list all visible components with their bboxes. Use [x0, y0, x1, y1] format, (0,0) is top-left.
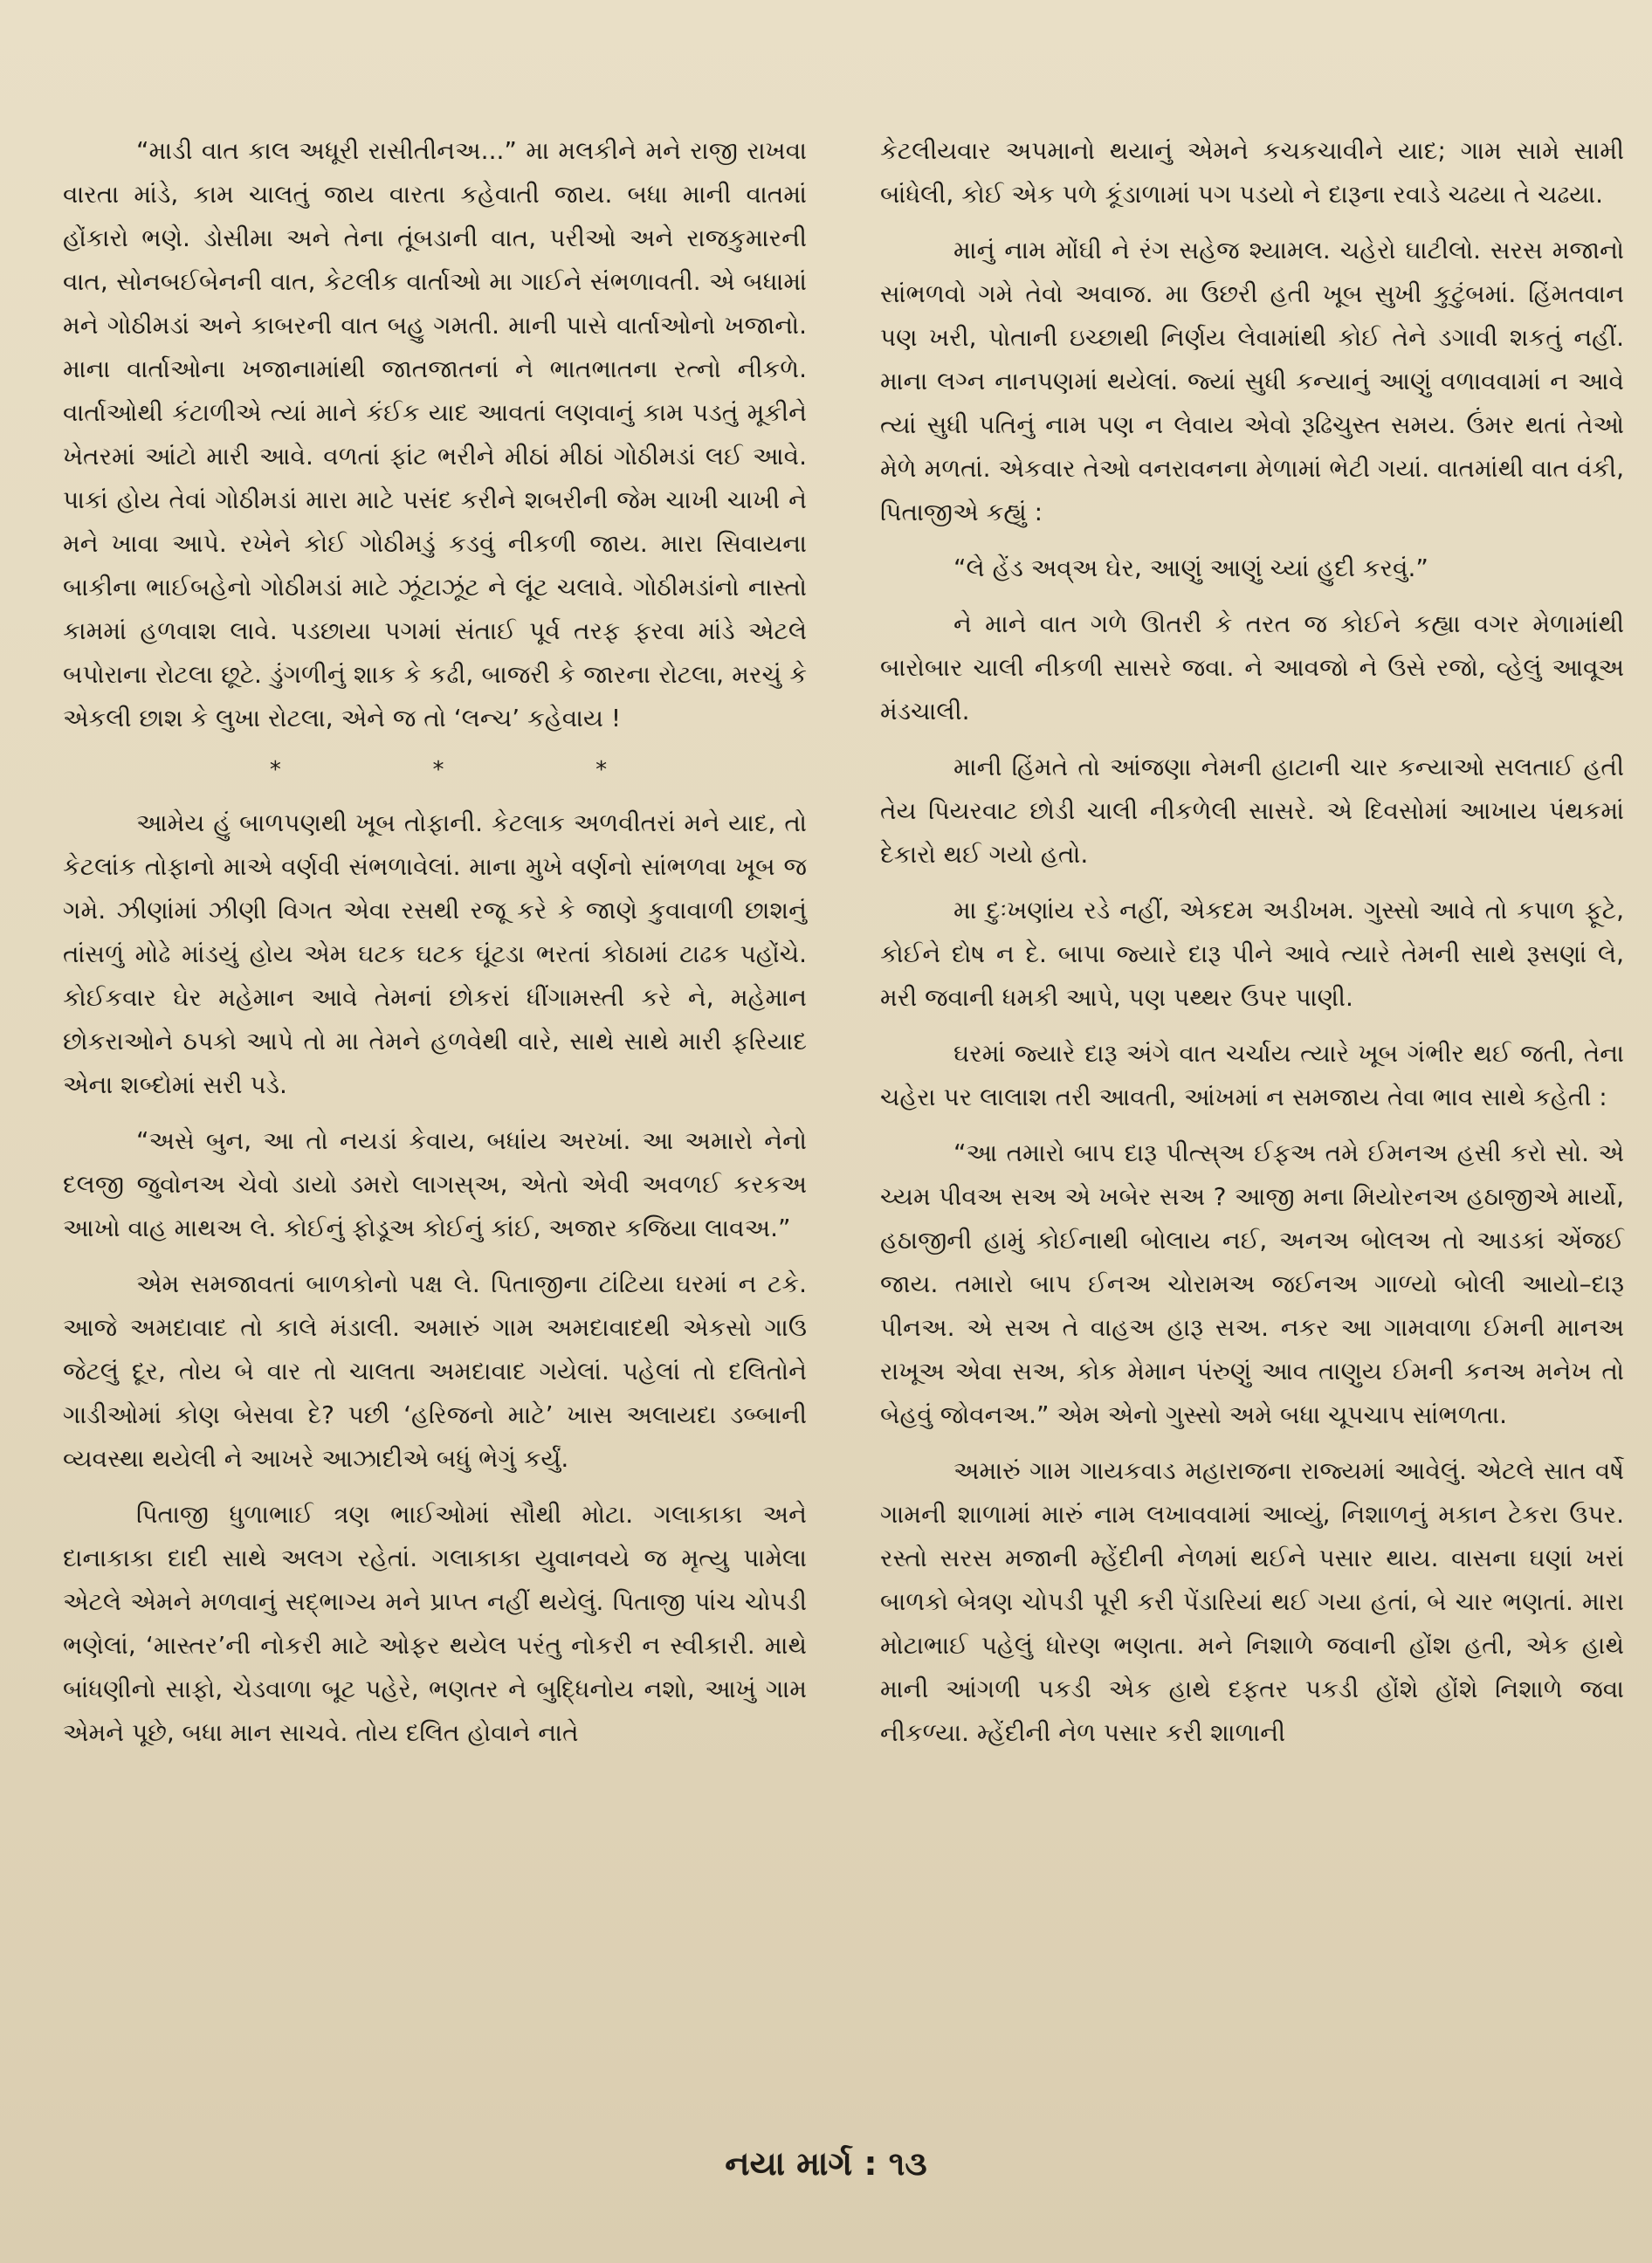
- paragraph: ઘરમાં જ્યારે દારૂ અંગે વાત ચર્ચાય ત્યારે ખૂબ ગંભીર થઈ જતી, તેના ચહેરા પર લાલાશ તરી આવતી, આંખમાં ન સમજાય તેવા ભાવ સાથે કહેતી :: [880, 1039, 1624, 1111]
- paragraph: અમારું ગામ ગાયકવાડ મહારાજના રાજ્યમાં આવેલું. એટલે સાત વર્ષે ગામની શાળામાં મારું નામ લખાવવામાં આવ્યું, નિશાળનું મકાન ટેકરા ઉપર. રસ્તો સરસ મજાની મ્હેંદીની નેળમાં થઈને પસાર થાય. વાસના ઘણાં ખરાં બાળકો બેત્રણ ચોપડી પૂરી કરી પેંડારિયાં થઈ ગયા હતાં, બે ચાર ભણતાં. મારા મોટાભાઈ પહેલું ધોરણ ભણતા. મને નિશાળે જવાની હોંશ હતી, એક હાથે માની આંગળી પકડી એક હાથે દફતર પકડી હોંશે હોંશે નિશાળે જવા નીકળ્યા. મ્હેંદીની નેળ પસાર કરી શાળાની: [880, 1456, 1624, 1747]
- dialogue-paragraph: “આ તમારો બાપ દારૂ પીત્સ્અ ઈફઅ તમે ઈમનઅ હસી કરો સો. એ ચ્યમ પીવઅ સઅ એ ખબેર સઅ ? આજી મના મિયોરનઅ હઠાજીએ માર્યો, હઠાજીની હામું કોઈનાથી બોલાય નઈ, અનઅ બોલઅ તો આડકાં એંજઈ જાય. તમારો બાપ ઈનઅ ચોરામઅ જઈનઅ ગાળ્યો બોલી આયો–દારૂ પીનઅ. એ સઅ તે વાહઅ હારૂ સઅ. નકર આ ગામવાળા ઈમની માનઅ રાખૂઅ એવા સઅ, કોક મેમાન પંરુણું આવ તાણુય ઈમની કનઅ મનેખ તો બેહવું જોવનઅ.” એમ એનો ગુસ્સો અમે બધા ચૂપચાપ સાંભળતા.: [880, 1138, 1624, 1429]
- paragraph: માનું નામ મોંઘી ને રંગ સહેજ શ્યામલ. ચહેરો ઘાટીલો. સરસ મજાનો સાંભળવો ગમે તેવો અવાજ. મા ઉછરી હતી ખૂબ સુખી કુટુંબમાં. હિંમતવાન પણ ખરી, પોતાની ઇચ્છાથી નિર્ણય લેવામાંથી કોઈ તેને ડગાવી શકતું નહીં. માના લગ્ન નાનપણમાં થયેલાં. જ્યાં સુધી કન્યાનું આણું વળાવવામાં ન આવે ત્યાં સુધી પતિનું નામ પણ ન લેવાય એવો રૂઢિચુસ્ત સમય. ઉંમર થતાં તેઓ મેળે મળતાં. એકવાર તેઓ વનરાવનના મેળામાં ભેટી ગયાં. વાતમાંથી વાત વંકી, પિતાજીએ કહ્યું :: [880, 236, 1624, 526]
- separator-star: *: [269, 757, 281, 783]
- page-footer: નયા માર્ગ : ૧૩: [725, 2144, 927, 2183]
- separator-star: *: [432, 757, 444, 783]
- paragraph: ને માને વાત ગળે ઊતરી કે તરત જ કોઈને કહ્યા વગર મેળામાંથી બારોબાર ચાલી નીકળી સાસરે જવા. ને આવજો ને ઉસે રજો, વ્હેલું આવૂઅ મંડચાલી.: [880, 609, 1624, 726]
- paragraph: આમેય હું બાળપણથી ખૂબ તોફાની. કેટલાક અળવીતરાં મને યાદ, તો કેટલાંક તોફાનો માએ વર્ણવી સંભળાવેલાં. માના મુખે વર્ણનો સાંભળવા ખૂબ જ ગમે. ઝીણાંમાં ઝીણી વિગત એવા રસથી રજૂ કરે કે જાણે કુવાવાળી છાશનું તાંસળું મોઢે માંડયું હોય એમ ઘટક ઘટક ઘૂંટડા ભરતાં કોઠામાં ટાઢક પહોંચે. કોઈકવાર ઘેર મહેમાન આવે તેમનાં છોકરાં ધીંગામસ્તી કરે ને, મહેમાન છોકરાઓને ઠપકો આપે તો મા તેમને હળવેથી વારે, સાથે સાથે મારી ફરિયાદ એના શબ્દોમાં સરી પડે.: [63, 808, 807, 1099]
- paragraph-continued: કેટલીયવાર અપમાનો થયાનું એમને કચકચાવીને યાદ; ગામ સામે સામી બાંધેલી, કોઈ એક પળે કૂંડાળામાં પગ પડયો ને દારૂના રવાડે ચઢયા તે ચઢયા.: [880, 136, 1624, 209]
- paragraph: પિતાજી ધુળાભાઈ ત્રણ ભાઈઓમાં સૌથી મોટા. ગલાકાકા અને દાનાકાકા દાદી સાથે અલગ રહેતાં. ગલાકાકા યુવાનવયે જ મૃત્યુ પામેલા એટલે એમને મળવાનું સદ્‌ભાગ્ય મને પ્રાપ્ત નહીં થયેલું. પિતાજી પાંચ ચોપડી ભણેલાં, ‘માસ્તર’ની નોકરી માટે ઓફર થયેલ પરંતુ નોકરી ન સ્વીકારી. માથે બાંધણીનો સાફો, ચેડવાળા બૂટ પહેરે, ભણતર ને બુદ્ધિનોય નશો, આખું ગામ એમને પૂછે, બધા માન સાચવે. તોય દલિત હોવાને નાતે: [63, 1500, 807, 1747]
- paragraph: એમ સમજાવતાં બાળકોનો પક્ષ લે. પિતાજીના ટાંટિયા ઘરમાં ન ટકે. આજે અમદાવાદ તો કાલે મંડાલી. અમારું ગામ અમદાવાદથી એકસો ગાઉ જેટલું દૂર, તોય બે વાર તો ચાલતા અમદાવાદ ગયેલાં. પહેલાં તો દલિતોને ગાડીઓમાં કોણ બેસવા દે? પછી ‘હરિજનો માટે’ ખાસ અલાયદા ડબ્બાની વ્યવસ્થા થયેલી ને આખરે આઝાદીએ બધું ભેગું કર્યું.: [63, 1269, 807, 1473]
- separator-star: *: [595, 757, 608, 783]
- paragraph: મા દુઃખણાંય રડે નહીં, એકદમ અડીખમ. ગુસ્સો આવે તો કપાળ ફૂટે, કોઈને દોષ ન દે. બાપા જ્યારે દારૂ પીને આવે ત્યારે તેમની સાથે રૂસણાં લે, મરી જવાની ધમકી આપે, પણ પથ્થર ઉપર પાણી.: [880, 896, 1624, 1012]
- right-column: [880, 129, 1624, 1767]
- section-separator: [194, 753, 683, 788]
- paragraph: “માડી વાત કાલ અધૂરી રાસીતીનઅ...” મા મલકીને મને રાજી રાખવા વારતા માંડે, કામ ચાલતું જાય વારતા કહેવાતી જાય. બધા માની વાતમાં હોંકારો ભણે. ડોસીમા અને તેના તૂંબડાની વાત, પરીઓ અને રાજકુમારની વાત, સોનબઈબેનની વાત, કેટલીક વાર્તાઓ મા ગાઈને સંભળાવતી. એ બધામાં મને ગોઠીમડાં અને કાબરની વાત બહુ ગમતી. માની પાસે વાર્તાઓનો ખજાનો. માના વાર્તાઓના ખજાનામાંથી જાતજાતનાં ને ભાતભાતના રત્નો નીકળે. વાર્તાઓથી કંટાળીએ ત્યાં માને કંઈક યાદ આવતાં લણવાનું કામ પડતું મૂકીને ખેતરમાં આંટો મારી આવે. વળતાં ફાંટ ભરીને મીઠાં મીઠાં ગોઠીમડાં લઈ આવે. પાકાં હોય તેવાં ગોઠીમડાં મારા માટે પસંદ કરીને શબરીની જેમ ચાખી ચાખી ને મને ખાવા આપે. રખેને કોઈ ગોઠીમડું કડવું નીકળી જાય. મારા સિવાયના બાકીના ભાઈબહેનો ગોઠીમડાં માટે ઝૂંટાઝૂંટ ને લૂંટ ચલાવે. ગોઠીમડાંનો નાસ્તો કામમાં હળવાશ લાવે. પડછાયા પગમાં સંતાઈ પૂર્વ તરફ ફરવા માંડે એટલે બપોરાના રોટલા છૂટે. ડુંગળીનું શાક કે કઢી, બાજરી કે જારના રોટલા, મરચું કે એકલી છાશ કે લુખા રોટલા, એને જ તો ‘લન્ચ’ કહેવાય !: [63, 136, 807, 733]
- paragraph: માની હિંમતે તો આંજણા નેમની હાટાની ચાર કન્યાઓ સલતાઈ હતી તેય પિયરવાટ છોડી ચાલી નીકળેલી સાસરે. એ દિવસોમાં આખાય પંથકમાં દેકારો થઈ ગયો હતો.: [880, 753, 1624, 869]
- dialogue-paragraph: “લે હેંડ અવ્અ ઘેર, આણું આણું ચ્યાં હુદી કરવું.”: [953, 554, 1428, 582]
- left-column: [63, 129, 807, 1767]
- dialogue-paragraph: “અસે બુન, આ તો નયડાં કેવાય, બધાંય અરખાં. આ અમારો નેનો દલજી જુવોનઅ ચેવો ડાયો ડમરો લાગસ્અ, એતો એવી અવળઈ કરકઅ આખો વાહ માથઅ લે. કોઈનું ફોડૂઅ કોઈનું કાંઈ, અજાર કજિયા લાવઅ.”: [63, 1126, 807, 1242]
